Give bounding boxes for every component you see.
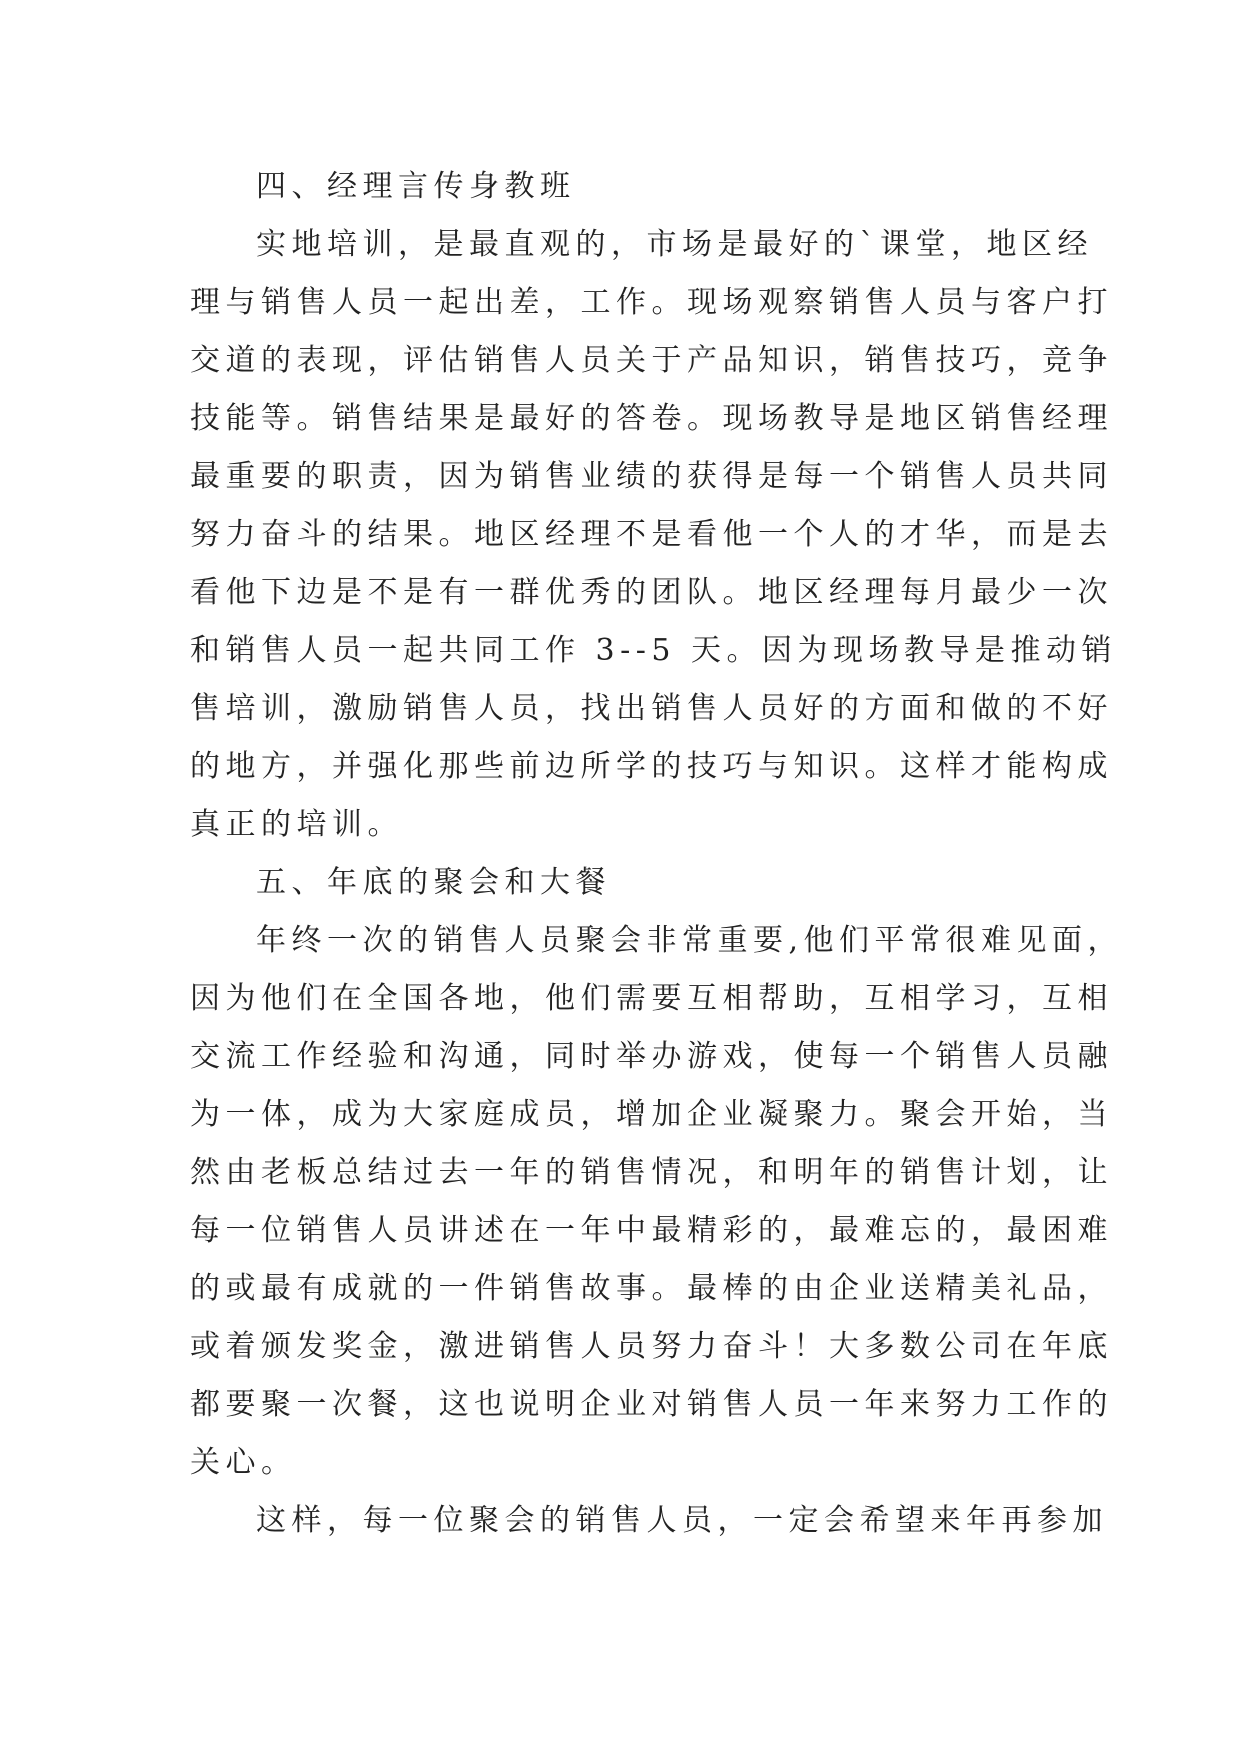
paragraph-line: 这样，每一位聚会的销售人员，一定会希望来年再参加 — [256, 1503, 1108, 1538]
paragraph-line: 为一体，成为大家庭成员，增加企业凝聚力。聚会开始，当 — [190, 1097, 1113, 1132]
paragraph-line: 交道的表现，评估销售人员关于产品知识，销售技巧，竞争 — [190, 343, 1113, 378]
paragraph-line: 交流工作经验和沟通，同时举办游戏，使每一个销售人员融 — [190, 1039, 1113, 1074]
section-heading-4: 四、经理言传身教班 — [256, 169, 576, 204]
paragraph-line: 的或最有成就的一件销售故事。最棒的由企业送精美礼品， — [190, 1271, 1113, 1306]
paragraph-line: 理与销售人员一起出差，工作。现场观察销售人员与客户打 — [190, 285, 1113, 320]
paragraph-line: 售培训，激励销售人员，找出销售人员好的方面和做的不好 — [190, 691, 1113, 726]
paragraph-line: 看他下边是不是有一群优秀的团队。地区经理每月最少一次 — [190, 575, 1113, 610]
paragraph-line: 技能等。销售结果是最好的答卷。现场教导是地区销售经理 — [190, 401, 1113, 436]
paragraph-line: 最重要的职责，因为销售业绩的获得是每一个销售人员共同 — [190, 459, 1113, 494]
paragraph-line: 和销售人员一起共同工作 3--5 天。因为现场教导是推动销 — [190, 633, 1118, 668]
paragraph-line: 努力奋斗的结果。地区经理不是看他一个人的才华，而是去 — [190, 517, 1113, 552]
paragraph-line: 关心。 — [190, 1445, 297, 1480]
paragraph-line: 的地方，并强化那些前边所学的技巧与知识。这样才能构成 — [190, 749, 1113, 784]
paragraph-line: 或着颁发奖金，激进销售人员努力奋斗！大多数公司在年底 — [190, 1329, 1113, 1364]
paragraph-line: 因为他们在全国各地，他们需要互相帮助，互相学习，互相 — [190, 981, 1113, 1016]
paragraph-line: 每一位销售人员讲述在一年中最精彩的，最难忘的，最困难 — [190, 1213, 1113, 1248]
paragraph-line: 年终一次的销售人员聚会非常重要,他们平常很难见面， — [256, 923, 1124, 958]
paragraph-line: 真正的培训。 — [190, 807, 403, 842]
document-body — [190, 158, 1124, 1550]
paragraph-line: 都要聚一次餐，这也说明企业对销售人员一年来努力工作的 — [190, 1387, 1113, 1422]
paragraph-line: 实地培训，是最直观的，市场是最好的`课堂，地区经 — [256, 227, 1093, 262]
paragraph-line: 然由老板总结过去一年的销售情况，和明年的销售计划，让 — [190, 1155, 1113, 1190]
section-heading-5: 五、年底的聚会和大餐 — [256, 865, 611, 900]
